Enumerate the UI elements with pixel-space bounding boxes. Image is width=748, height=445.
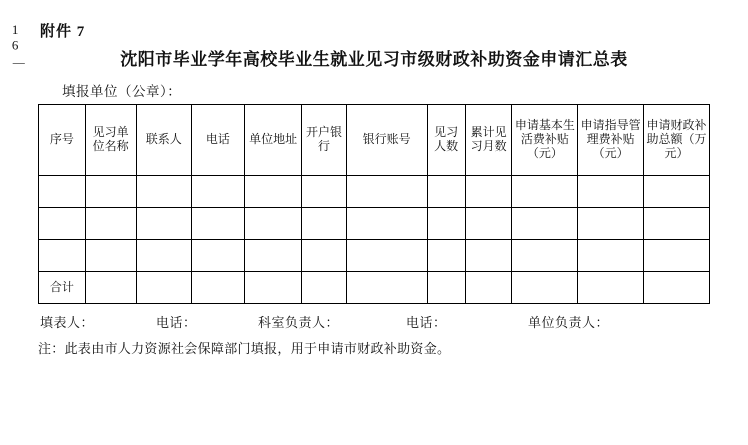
- cell-management-subsidy[interactable]: [578, 208, 644, 240]
- footnote: 注：此表由市人力资源社会保障部门填报，用于申请市财政补助资金。: [38, 341, 451, 356]
- column-header-living-subsidy: 申请基本生活费补贴（元）: [512, 105, 578, 176]
- cell-bank[interactable]: [302, 176, 347, 208]
- cell-index[interactable]: [39, 176, 86, 208]
- cell-unit-name[interactable]: [85, 208, 136, 240]
- cell-total-intern-count[interactable]: [427, 272, 465, 304]
- cell-living-subsidy[interactable]: [512, 208, 578, 240]
- cell-phone[interactable]: [191, 176, 244, 208]
- cell-total-contact[interactable]: [136, 272, 191, 304]
- cell-total-total-subsidy[interactable]: [644, 272, 710, 304]
- column-header-index: 序号: [39, 105, 86, 176]
- cell-total-phone[interactable]: [191, 272, 244, 304]
- column-header-bank: 开户银行: [302, 105, 347, 176]
- cell-unit-name[interactable]: [85, 176, 136, 208]
- cell-total-intern-months[interactable]: [465, 272, 512, 304]
- table-row: [39, 240, 710, 272]
- cell-living-subsidy[interactable]: [512, 176, 578, 208]
- cell-address[interactable]: [244, 208, 301, 240]
- column-header-total-subsidy: 申请财政补助总额（万元）: [644, 105, 710, 176]
- cell-total-management-subsidy[interactable]: [578, 272, 644, 304]
- table-total-row: [39, 272, 710, 304]
- column-header-account: 银行账号: [346, 105, 427, 176]
- preparer-phone-label: 电话：: [156, 315, 197, 330]
- table-row: [39, 176, 710, 208]
- page-title: 沈阳市毕业学年高校毕业生就业见习市级财政补助资金申请汇总表: [120, 50, 628, 69]
- cell-intern-months[interactable]: [465, 240, 512, 272]
- page-number-value: 16: [7, 22, 23, 53]
- cell-total-subsidy[interactable]: [644, 240, 710, 272]
- table-row: [39, 208, 710, 240]
- cell-total-bank[interactable]: [302, 272, 347, 304]
- cell-intern-count[interactable]: [427, 208, 465, 240]
- table-header-row: [39, 105, 710, 176]
- cell-account[interactable]: [346, 240, 427, 272]
- unit-head-label: 单位负责人：: [528, 315, 610, 330]
- fill-unit-label: 填报单位（公章）：: [62, 84, 182, 99]
- cell-living-subsidy[interactable]: [512, 240, 578, 272]
- page-number-dash: —: [12, 55, 26, 69]
- cell-bank[interactable]: [302, 240, 347, 272]
- cell-phone[interactable]: [191, 208, 244, 240]
- attachment-label: 附件 7: [40, 24, 86, 40]
- column-header-unit-name: 见习单位名称: [85, 105, 136, 176]
- cell-total-subsidy[interactable]: [644, 176, 710, 208]
- cell-contact[interactable]: [136, 176, 191, 208]
- cell-phone[interactable]: [191, 240, 244, 272]
- cell-bank[interactable]: [302, 208, 347, 240]
- cell-management-subsidy[interactable]: [578, 176, 644, 208]
- cell-account[interactable]: [346, 176, 427, 208]
- cell-total-subsidy[interactable]: [644, 208, 710, 240]
- cell-intern-months[interactable]: [465, 176, 512, 208]
- preparer-label: 填表人：: [40, 315, 95, 330]
- summary-table: [38, 104, 710, 304]
- cell-address[interactable]: [244, 176, 301, 208]
- cell-total-address[interactable]: [244, 272, 301, 304]
- summary-table-wrapper: [38, 104, 710, 304]
- cell-total-account[interactable]: [346, 272, 427, 304]
- cell-intern-count[interactable]: [427, 176, 465, 208]
- cell-index[interactable]: [39, 208, 86, 240]
- department-phone-label: 电话：: [406, 315, 447, 330]
- column-header-intern-count: 见习人数: [427, 105, 465, 176]
- cell-account[interactable]: [346, 208, 427, 240]
- cell-intern-months[interactable]: [465, 208, 512, 240]
- cell-contact[interactable]: [136, 240, 191, 272]
- cell-total-unit-name[interactable]: [85, 272, 136, 304]
- cell-intern-count[interactable]: [427, 240, 465, 272]
- cell-unit-name[interactable]: [85, 240, 136, 272]
- column-header-management-subsidy: 申请指导管理费补贴（元）: [578, 105, 644, 176]
- cell-address[interactable]: [244, 240, 301, 272]
- column-header-contact: 联系人: [136, 105, 191, 176]
- column-header-intern-months: 累计见习月数: [465, 105, 512, 176]
- cell-management-subsidy[interactable]: [578, 240, 644, 272]
- column-header-address: 单位地址: [244, 105, 301, 176]
- cell-total-label: 合计: [39, 272, 86, 304]
- cell-total-living-subsidy[interactable]: [512, 272, 578, 304]
- column-header-phone: 电话: [191, 105, 244, 176]
- department-head-label: 科室负责人：: [258, 315, 340, 330]
- cell-contact[interactable]: [136, 208, 191, 240]
- cell-index[interactable]: [39, 240, 86, 272]
